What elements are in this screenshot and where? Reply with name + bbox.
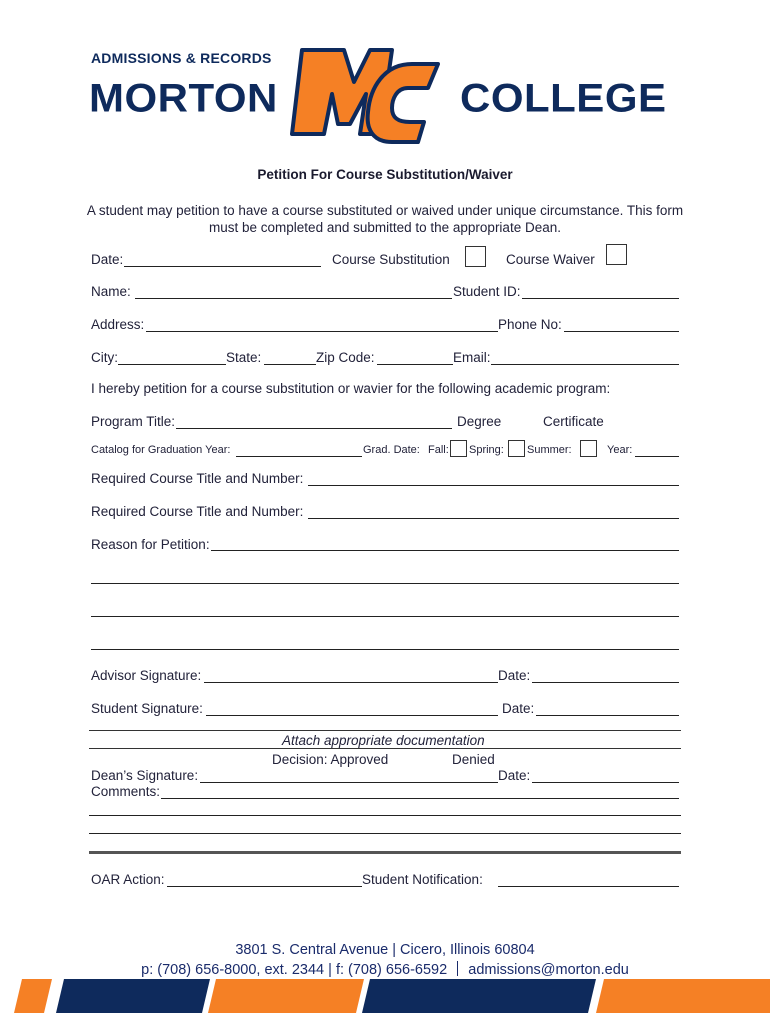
- footer-phone: p: (708) 656-8000, ext. 2344 | f: (708) 656-6592: [141, 962, 448, 978]
- city-label: City:: [91, 350, 118, 365]
- oar-action-field[interactable]: [167, 886, 362, 887]
- date-label: Date:: [91, 252, 124, 267]
- student-signature-field[interactable]: [206, 715, 498, 716]
- reason-field[interactable]: [211, 550, 679, 551]
- comments-label: Comments:: [91, 784, 161, 799]
- dean-signature-field[interactable]: [200, 782, 498, 783]
- spring-label: Spring:: [469, 444, 504, 456]
- student-signature-label: Student Signature:: [91, 701, 203, 716]
- form-title: Petition For Course Substitution/Waiver: [257, 167, 513, 182]
- course-waiver-checkbox[interactable]: [606, 244, 627, 265]
- dean-date-label: Date:: [498, 768, 531, 783]
- attach-note: Attach appropriate documentation: [282, 733, 485, 748]
- program-title-field[interactable]: [176, 428, 452, 429]
- reason-line-2[interactable]: [91, 583, 679, 584]
- course-substitution-checkbox[interactable]: [465, 246, 486, 267]
- band-orange-2: [208, 979, 364, 1013]
- advisor-date-label: Date:: [498, 668, 531, 683]
- student-date-label: Date:: [502, 701, 535, 716]
- certificate-option[interactable]: Certificate: [543, 414, 604, 429]
- degree-option[interactable]: Degree: [457, 414, 502, 429]
- fall-label: Fall:: [428, 444, 449, 456]
- course-substitution-label: Course Substitution: [332, 252, 450, 267]
- student-id-field[interactable]: [522, 298, 679, 299]
- course-waiver-label: Course Waiver: [506, 252, 595, 267]
- reason-line-4[interactable]: [91, 649, 679, 650]
- city-field[interactable]: [118, 364, 226, 365]
- college-name-right: COLLEGE: [460, 75, 667, 120]
- grad-date-label: Grad. Date:: [363, 444, 420, 456]
- footer-separator: [457, 961, 458, 976]
- footer-color-band: [0, 979, 770, 1024]
- reason-line-3[interactable]: [91, 616, 679, 617]
- footer-contact: [0, 961, 770, 978]
- zip-label: Zip Code:: [316, 350, 375, 365]
- phone-field[interactable]: [564, 331, 679, 332]
- section-divider-top: [89, 730, 681, 731]
- footer-email-link[interactable]: admissions@morton.edu: [468, 962, 629, 978]
- address-label: Address:: [91, 317, 145, 332]
- date-field[interactable]: [124, 266, 321, 267]
- student-notification-field[interactable]: [498, 886, 679, 887]
- catalog-year-label: Catalog for Graduation Year:: [91, 444, 231, 456]
- decision-approved-option[interactable]: Decision: Approved: [272, 752, 389, 767]
- zip-field[interactable]: [377, 364, 453, 365]
- name-label: Name:: [91, 284, 131, 299]
- student-id-label: Student ID:: [453, 284, 521, 299]
- band-navy-2: [362, 979, 596, 1013]
- student-notification-label: Student Notification:: [362, 872, 483, 887]
- required-course-2-label: Required Course Title and Number:: [91, 504, 304, 519]
- required-course-2-field[interactable]: [308, 518, 679, 519]
- reason-label: Reason for Petition:: [91, 537, 210, 552]
- dean-date-field[interactable]: [532, 782, 679, 783]
- footer-address: 3801 S. Central Avenue | Cicero, Illinois 60804: [235, 942, 535, 958]
- student-date-field[interactable]: [536, 715, 679, 716]
- email-label: Email:: [453, 350, 491, 365]
- petition-statement: I hereby petition for a course substitution or wavier for the following academic program:: [91, 381, 611, 396]
- decision-denied-option[interactable]: Denied: [452, 752, 495, 767]
- advisor-signature-field[interactable]: [204, 682, 498, 683]
- advisor-date-field[interactable]: [532, 682, 679, 683]
- comments-line-2[interactable]: [89, 815, 681, 816]
- oar-action-label: OAR Action:: [91, 872, 165, 887]
- band-orange-3: [596, 979, 770, 1013]
- state-field[interactable]: [264, 364, 316, 365]
- year-field[interactable]: [635, 456, 679, 457]
- advisor-signature-label: Advisor Signature:: [91, 668, 202, 683]
- email-field[interactable]: [491, 364, 679, 365]
- summer-checkbox[interactable]: [580, 440, 597, 457]
- address-field[interactable]: [146, 331, 498, 332]
- section-divider-mid: [89, 748, 681, 749]
- fall-checkbox[interactable]: [450, 440, 467, 457]
- state-label: State:: [226, 350, 262, 365]
- comments-line-3[interactable]: [89, 833, 681, 834]
- catalog-year-field[interactable]: [236, 456, 362, 457]
- required-course-1-field[interactable]: [308, 485, 679, 486]
- spring-checkbox[interactable]: [508, 440, 525, 457]
- year-label: Year:: [607, 444, 633, 456]
- college-name-left: MORTON: [89, 75, 278, 120]
- band-orange-1: [14, 979, 52, 1013]
- phone-label: Phone No:: [498, 317, 562, 332]
- form-intro: A student may petition to have a course substituted or waived under unique circumstance. This form must be completed and submitted to the appropriate Dean.: [86, 203, 684, 235]
- comments-field[interactable]: [161, 798, 679, 799]
- band-navy-1: [56, 979, 210, 1013]
- program-title-label: Program Title:: [91, 414, 176, 429]
- office-use-divider: [89, 851, 681, 854]
- required-course-1-label: Required Course Title and Number:: [91, 471, 304, 486]
- mc-logo: [288, 42, 446, 148]
- dean-signature-label: Dean’s Signature:: [91, 768, 199, 783]
- name-field[interactable]: [135, 298, 452, 299]
- summer-label: Summer:: [527, 444, 572, 456]
- department-name: ADMISSIONS & RECORDS: [91, 50, 272, 66]
